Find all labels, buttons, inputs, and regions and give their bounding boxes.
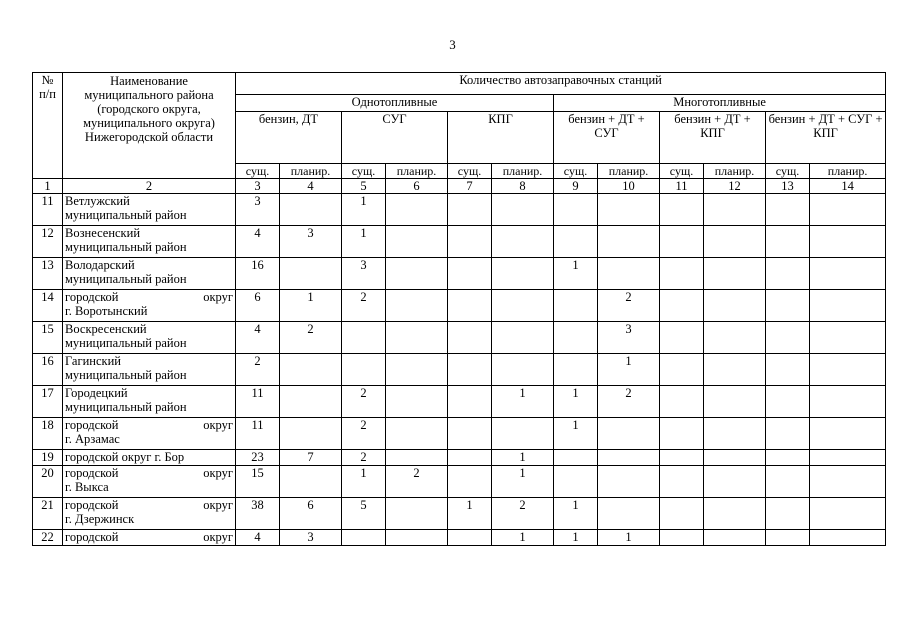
count-cell — [704, 290, 766, 322]
count-cell — [810, 194, 886, 226]
sub-planned: планир. — [704, 164, 766, 179]
municipality-name-line1: городской округ — [65, 418, 233, 432]
count-cell — [554, 226, 598, 258]
count-cell: 2 — [492, 498, 554, 530]
count-cell — [598, 258, 660, 290]
sub-planned: планир. — [598, 164, 660, 179]
count-cell — [660, 258, 704, 290]
row-number: 20 — [33, 466, 63, 498]
row-number: 15 — [33, 322, 63, 354]
count-cell — [704, 466, 766, 498]
table-row — [33, 530, 886, 546]
table-row — [33, 418, 886, 450]
table-row — [33, 466, 886, 498]
sub-planned: планир. — [280, 164, 342, 179]
municipality-name — [63, 354, 236, 386]
count-cell — [810, 498, 886, 530]
count-cell: 1 — [554, 386, 598, 418]
municipality-name-line1: Ветлужский — [65, 194, 130, 208]
count-cell — [598, 498, 660, 530]
column-number: 1 — [33, 179, 63, 194]
header-group-gasoline-diesel-cng: бензин + ДТ + КПГ — [660, 112, 766, 164]
count-cell: 3 — [342, 258, 386, 290]
count-cell — [598, 450, 660, 466]
count-cell — [660, 450, 704, 466]
count-cell: 16 — [236, 258, 280, 290]
count-cell: 2 — [280, 322, 342, 354]
count-cell: 6 — [280, 498, 342, 530]
count-cell — [280, 418, 342, 450]
count-cell: 1 — [492, 530, 554, 546]
count-cell — [342, 322, 386, 354]
count-cell — [448, 194, 492, 226]
table-row — [33, 226, 886, 258]
column-number: 3 — [236, 179, 280, 194]
row-number: 13 — [33, 258, 63, 290]
count-cell: 2 — [598, 290, 660, 322]
count-cell — [704, 530, 766, 546]
municipality-name-line1: городской округ г. Бор — [65, 450, 185, 464]
municipality-name-line2: г. Дзержинск — [65, 512, 135, 526]
municipality-name-line2: муниципальный район — [65, 208, 187, 222]
count-cell — [492, 194, 554, 226]
count-cell — [492, 418, 554, 450]
municipality-name-line1: Володарский — [65, 258, 135, 272]
municipality-name — [63, 418, 236, 450]
count-cell: 3 — [236, 194, 280, 226]
header-group-gasoline-diesel-lpg-cng: бензин + ДТ + СУГ + КПГ — [766, 112, 886, 164]
row-number: 19 — [33, 450, 63, 466]
municipality-name-line2: г. Арзамас — [65, 432, 120, 446]
count-cell: 1 — [342, 466, 386, 498]
header-group-cng: КПГ — [448, 112, 554, 164]
sub-planned: планир. — [810, 164, 886, 179]
count-cell: 4 — [236, 322, 280, 354]
row-number: 16 — [33, 354, 63, 386]
municipality-name-line1: Гагинский — [65, 354, 121, 368]
count-cell: 2 — [342, 386, 386, 418]
sub-existing: сущ. — [766, 164, 810, 179]
header-group-lpg: СУГ — [342, 112, 448, 164]
count-cell — [810, 466, 886, 498]
count-cell — [766, 450, 810, 466]
column-number: 10 — [598, 179, 660, 194]
count-cell — [810, 530, 886, 546]
count-cell — [766, 194, 810, 226]
header-col-number: № п/п — [33, 73, 63, 179]
count-cell — [280, 386, 342, 418]
count-cell: 3 — [598, 322, 660, 354]
count-cell — [386, 258, 448, 290]
municipality-name — [63, 386, 236, 418]
municipality-name-line2: муниципальный район — [65, 240, 187, 254]
gas-stations-table — [32, 72, 886, 546]
count-cell: 1 — [554, 498, 598, 530]
count-cell — [554, 450, 598, 466]
count-cell: 2 — [386, 466, 448, 498]
sub-planned: планир. — [386, 164, 448, 179]
count-cell: 1 — [492, 450, 554, 466]
count-cell: 1 — [492, 466, 554, 498]
municipality-name — [63, 194, 236, 226]
row-number: 17 — [33, 386, 63, 418]
count-cell — [598, 226, 660, 258]
header-single-fuel: Однотопливные — [236, 95, 554, 112]
count-cell — [704, 498, 766, 530]
count-cell — [492, 322, 554, 354]
column-number: 6 — [386, 179, 448, 194]
municipality-name-line2: муниципальный район — [65, 336, 187, 350]
count-cell — [554, 290, 598, 322]
table-row — [33, 290, 886, 322]
count-cell — [660, 466, 704, 498]
count-cell — [660, 498, 704, 530]
table-row — [33, 498, 886, 530]
count-cell — [810, 354, 886, 386]
column-number: 8 — [492, 179, 554, 194]
municipality-name — [63, 322, 236, 354]
municipality-name-line1: городской округ — [65, 498, 233, 512]
municipality-name-line1: городской округ — [65, 466, 233, 480]
count-cell — [766, 498, 810, 530]
count-cell — [660, 194, 704, 226]
count-cell — [554, 466, 598, 498]
count-cell: 1 — [554, 530, 598, 546]
municipality-name-line2: муниципальный район — [65, 272, 187, 286]
header-multi-fuel: Многотопливные — [554, 95, 886, 112]
count-cell — [280, 258, 342, 290]
count-cell — [342, 354, 386, 386]
table-row — [33, 450, 886, 466]
column-number: 5 — [342, 179, 386, 194]
municipality-name-line2: г. Воротынский — [65, 304, 148, 318]
municipality-name-line1: Городецкий — [65, 386, 128, 400]
count-cell — [554, 194, 598, 226]
count-cell — [386, 322, 448, 354]
column-number: 12 — [704, 179, 766, 194]
count-cell — [660, 530, 704, 546]
header-group-gasoline-diesel: бензин, ДТ — [236, 112, 342, 164]
count-cell — [448, 322, 492, 354]
count-cell — [448, 386, 492, 418]
column-number: 2 — [63, 179, 236, 194]
table-row — [33, 258, 886, 290]
sub-existing: сущ. — [554, 164, 598, 179]
municipality-name-line2: г. Выкса — [65, 480, 109, 494]
count-cell — [598, 194, 660, 226]
count-cell — [448, 290, 492, 322]
count-cell — [704, 258, 766, 290]
count-cell: 2 — [236, 354, 280, 386]
count-cell — [766, 386, 810, 418]
count-cell: 4 — [236, 530, 280, 546]
column-number: 7 — [448, 179, 492, 194]
municipality-name-line1: городской округ — [65, 290, 233, 304]
column-number: 9 — [554, 179, 598, 194]
table-row — [33, 194, 886, 226]
count-cell — [766, 226, 810, 258]
count-cell — [660, 290, 704, 322]
count-cell: 1 — [598, 530, 660, 546]
count-cell — [766, 258, 810, 290]
count-cell: 11 — [236, 418, 280, 450]
count-cell — [386, 418, 448, 450]
count-cell — [704, 194, 766, 226]
count-cell — [704, 386, 766, 418]
municipality-name — [63, 290, 236, 322]
count-cell — [810, 386, 886, 418]
count-cell — [766, 290, 810, 322]
count-cell — [598, 466, 660, 498]
count-cell — [704, 354, 766, 386]
count-cell: 1 — [280, 290, 342, 322]
page-number: 3 — [449, 37, 456, 52]
sub-planned: планир. — [492, 164, 554, 179]
count-cell — [280, 194, 342, 226]
count-cell — [766, 466, 810, 498]
header-total: Количество автозаправочных станций — [236, 73, 886, 95]
header-group-gasoline-diesel-lpg: бензин + ДТ + СУГ — [554, 112, 660, 164]
count-cell — [492, 258, 554, 290]
column-number: 13 — [766, 179, 810, 194]
count-cell — [492, 290, 554, 322]
count-cell: 7 — [280, 450, 342, 466]
municipality-name-line1: Воскресенский — [65, 322, 147, 336]
count-cell: 1 — [448, 498, 492, 530]
count-cell — [492, 226, 554, 258]
row-number: 22 — [33, 530, 63, 546]
row-number: 11 — [33, 194, 63, 226]
count-cell — [280, 466, 342, 498]
count-cell — [766, 418, 810, 450]
count-cell: 15 — [236, 466, 280, 498]
row-number: 18 — [33, 418, 63, 450]
municipality-name — [63, 258, 236, 290]
count-cell: 6 — [236, 290, 280, 322]
count-cell — [598, 418, 660, 450]
municipality-name — [63, 226, 236, 258]
table-row — [33, 322, 886, 354]
count-cell: 1 — [554, 258, 598, 290]
count-cell — [810, 226, 886, 258]
sub-existing: сущ. — [236, 164, 280, 179]
count-cell: 2 — [342, 290, 386, 322]
header-col-name: Наименование муниципального района (городского округа, муниципального округа) Нижегородской области — [63, 73, 236, 179]
table-body — [33, 194, 886, 546]
count-cell: 3 — [280, 530, 342, 546]
row-number: 14 — [33, 290, 63, 322]
count-cell: 2 — [598, 386, 660, 418]
count-cell — [448, 226, 492, 258]
count-cell — [766, 322, 810, 354]
count-cell — [766, 530, 810, 546]
count-cell — [448, 354, 492, 386]
count-cell — [386, 226, 448, 258]
count-cell — [554, 354, 598, 386]
count-cell — [386, 290, 448, 322]
count-cell: 5 — [342, 498, 386, 530]
municipality-name — [63, 498, 236, 530]
row-number: 12 — [33, 226, 63, 258]
count-cell: 1 — [342, 194, 386, 226]
count-cell — [810, 258, 886, 290]
table-row — [33, 354, 886, 386]
count-cell — [810, 450, 886, 466]
count-cell — [386, 498, 448, 530]
municipality-name-line2: муниципальный район — [65, 368, 187, 382]
count-cell — [810, 418, 886, 450]
municipality-name — [63, 466, 236, 498]
sub-existing: сущ. — [448, 164, 492, 179]
count-cell — [660, 322, 704, 354]
count-cell — [386, 450, 448, 466]
municipality-name-line1: городской округ — [65, 530, 233, 544]
count-cell — [492, 354, 554, 386]
count-cell: 3 — [280, 226, 342, 258]
count-cell — [448, 450, 492, 466]
column-number: 14 — [810, 179, 886, 194]
count-cell — [660, 354, 704, 386]
count-cell — [704, 322, 766, 354]
count-cell — [386, 194, 448, 226]
count-cell — [554, 322, 598, 354]
sub-existing: сущ. — [342, 164, 386, 179]
count-cell: 4 — [236, 226, 280, 258]
count-cell: 1 — [342, 226, 386, 258]
count-cell — [704, 226, 766, 258]
municipality-name — [63, 450, 236, 466]
count-cell — [448, 466, 492, 498]
count-cell — [704, 418, 766, 450]
table-row — [33, 386, 886, 418]
count-cell: 1 — [554, 418, 598, 450]
count-cell — [810, 290, 886, 322]
count-cell — [280, 354, 342, 386]
count-cell — [448, 418, 492, 450]
count-cell — [660, 418, 704, 450]
count-cell: 2 — [342, 450, 386, 466]
row-number: 21 — [33, 498, 63, 530]
municipality-name — [63, 530, 236, 546]
column-number: 11 — [660, 179, 704, 194]
column-number: 4 — [280, 179, 342, 194]
count-cell: 23 — [236, 450, 280, 466]
count-cell — [386, 354, 448, 386]
count-cell — [660, 386, 704, 418]
count-cell — [810, 322, 886, 354]
count-cell: 38 — [236, 498, 280, 530]
count-cell: 1 — [598, 354, 660, 386]
count-cell — [386, 386, 448, 418]
count-cell — [386, 530, 448, 546]
count-cell — [448, 258, 492, 290]
count-cell — [766, 354, 810, 386]
count-cell: 11 — [236, 386, 280, 418]
municipality-name-line2: муниципальный район — [65, 400, 187, 414]
count-cell: 2 — [342, 418, 386, 450]
count-cell — [342, 530, 386, 546]
sub-existing: сущ. — [660, 164, 704, 179]
count-cell — [448, 530, 492, 546]
municipality-name-line1: Вознесенский — [65, 226, 141, 240]
count-cell: 1 — [492, 386, 554, 418]
count-cell — [704, 450, 766, 466]
count-cell — [660, 226, 704, 258]
